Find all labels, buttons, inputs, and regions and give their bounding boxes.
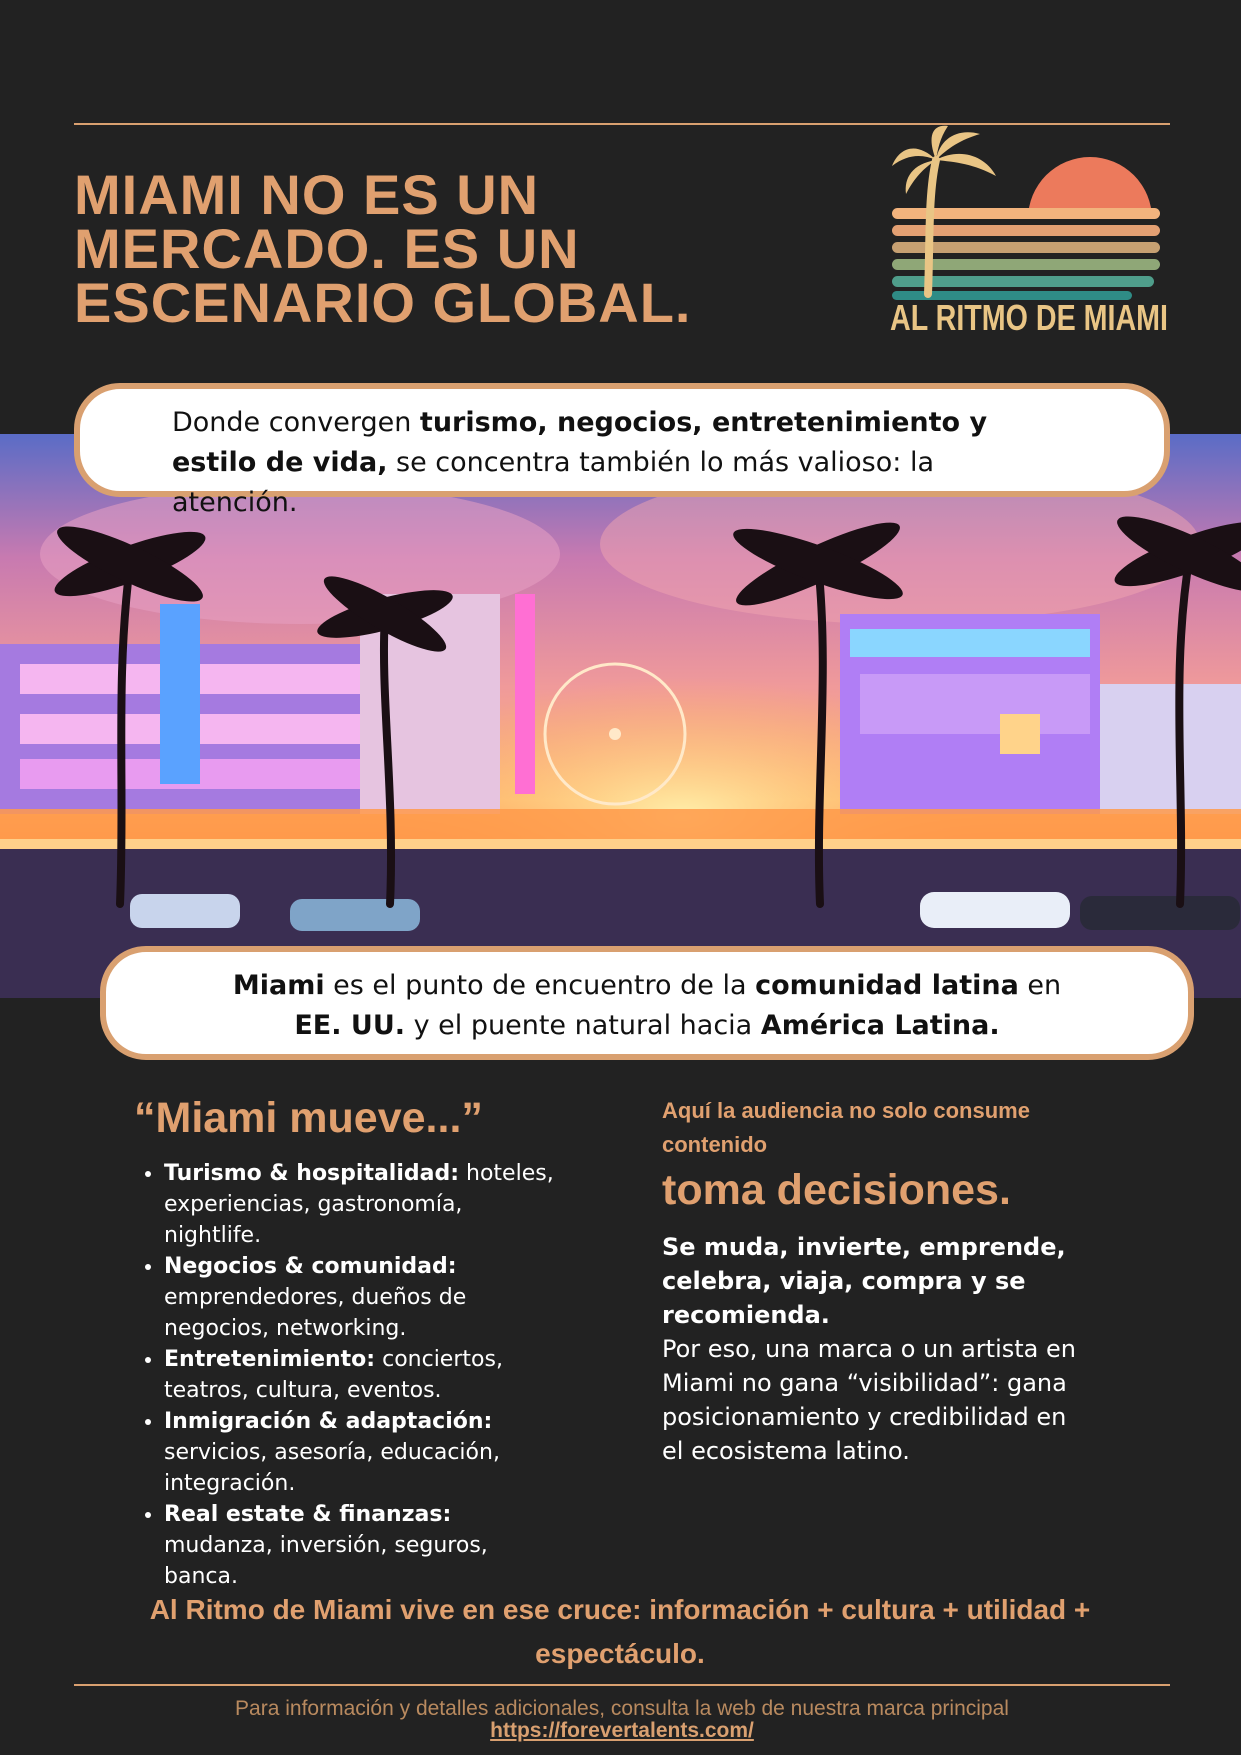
list-item (164, 1406, 554, 1499)
community-bold-4: América Latina. (760, 1010, 1000, 1041)
list-item (164, 1499, 554, 1592)
community-bold-2: comunidad latina (755, 970, 1019, 1001)
al-ritmo-de-miami-logo (888, 124, 1174, 338)
footer (74, 1698, 1170, 1742)
community-text-1: es el punto de encuentro de la (324, 970, 756, 1001)
audiencia-lead: Aquí la audiencia no solo consume contenido (662, 1098, 1030, 1157)
footer-text: Para información y detalles adicionales, consulta la web de nuestra marca principal (235, 1697, 1009, 1720)
community-pill (100, 946, 1194, 1060)
sector-text: conciertos, teatros, cultura, eventos. (164, 1347, 503, 1403)
actions-text: Se muda, invierte, emprende, celebra, viaja, compra y se recomienda. (662, 1233, 1066, 1329)
sector-label: Real estate & finanzas: (164, 1502, 452, 1527)
sector-text: mudanza, inversión, seguros, banca. (164, 1533, 488, 1589)
list-item (164, 1344, 554, 1406)
intro-text-1: Donde convergen (172, 407, 420, 438)
intro-bold-1: turismo, negocios, entretenimiento y estilo de vida, (172, 407, 988, 478)
logo-text: AL RITMO DE MIAMI (890, 297, 1168, 338)
list-item (164, 1158, 554, 1251)
sector-text: emprendedores, dueños de negocios, networking. (164, 1285, 467, 1341)
audiencia-section (662, 1094, 1092, 1468)
community-bold-3: EE. UU. (294, 1010, 405, 1041)
miami-mueve-section (134, 1092, 554, 1592)
intro-pill (74, 383, 1170, 518)
footer-link[interactable]: https://forevertalents.com/ (490, 1719, 754, 1742)
por-eso-text: Por eso, una marca o un artista en Miami no gana “visibilidad”: gana posicionamiento y credibilidad en el ecosistema latino. (662, 1335, 1076, 1465)
community-bold-1: Miami (232, 970, 325, 1001)
sector-label: Turismo & hospitalidad: (164, 1161, 460, 1186)
bottom-divider (74, 1684, 1170, 1686)
headline-line-1: MIAMI NO ES UN (74, 163, 540, 226)
community-text-3: y el puente natural hacia (405, 1010, 761, 1041)
miami-mueve-title: “Miami mueve...” (134, 1094, 483, 1142)
intro-text-2: se concentra también lo más valioso: la atención. (172, 447, 934, 518)
community-text-2: en (1018, 970, 1062, 1001)
sector-text: servicios, asesoría, educación, integración. (164, 1440, 500, 1496)
cruce-tagline: Al Ritmo de Miami vive en ese cruce: información + cultura + utilidad + espectáculo. (149, 1594, 1091, 1669)
headline-line-3: ESCENARIO GLOBAL. (74, 271, 692, 334)
list-item (164, 1251, 554, 1344)
headline-line-2: MERCADO. ES UN (74, 217, 580, 280)
sector-text: hoteles, experiencias, gastronomía, nightlife. (164, 1161, 554, 1248)
sector-label: Negocios & comunidad: (164, 1254, 457, 1279)
sector-label: Inmigración & adaptación: (164, 1409, 493, 1434)
sector-list (134, 1158, 554, 1592)
headline (74, 163, 834, 334)
toma-decisiones-heading: toma decisiones. (662, 1166, 1011, 1214)
sector-label: Entretenimiento: (164, 1347, 376, 1372)
